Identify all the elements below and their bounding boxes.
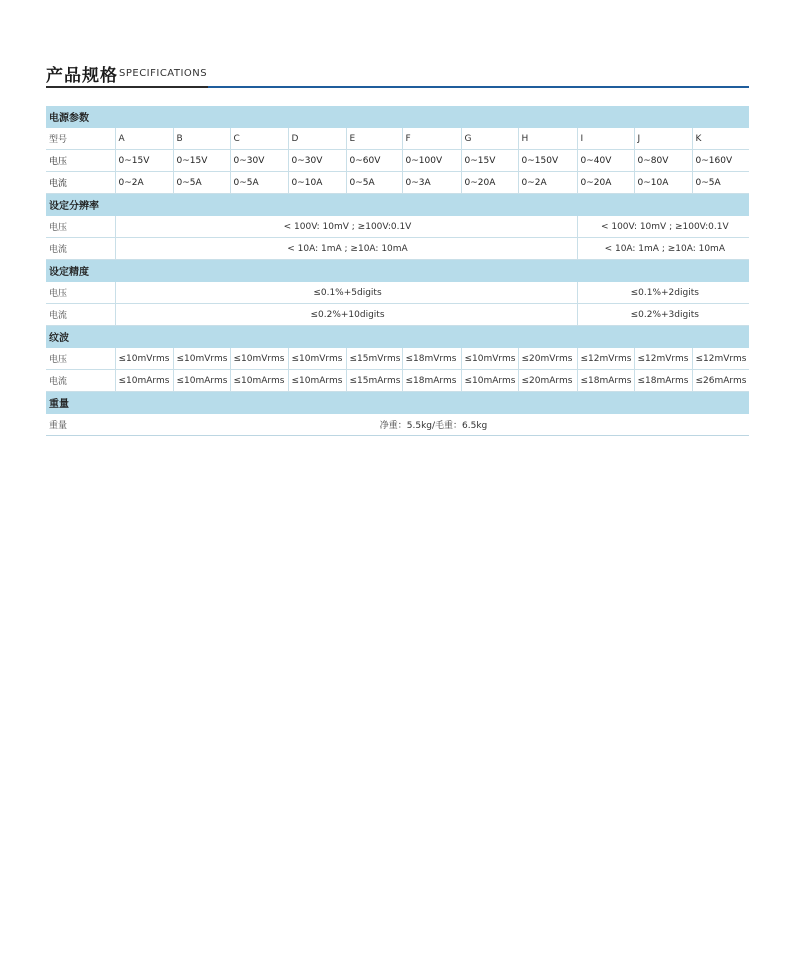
current-cell: 0~5A: [173, 172, 230, 194]
merged-cell: < 10A: 1mA ; ≥10A: 10mA: [577, 238, 749, 260]
ripple-cell: ≤18mVrms: [402, 348, 461, 370]
row-label: 电流: [46, 304, 115, 326]
model-cell: D: [288, 128, 346, 150]
merged-cell: ≤0.1%+2digits: [577, 282, 749, 304]
table-row-ripple-current: [46, 370, 749, 392]
model-cell: H: [518, 128, 577, 150]
row-label: 电流: [46, 172, 115, 194]
section-title: 设定精度: [46, 260, 749, 282]
page-title: 产品规格: [46, 66, 118, 86]
section-title: 电源参数: [46, 106, 749, 128]
ripple-cell: ≤10mArms: [173, 370, 230, 392]
model-cell: K: [692, 128, 749, 150]
ripple-cell: ≤10mVrms: [288, 348, 346, 370]
merged-cell: < 100V: 10mV ; ≥100V:0.1V: [577, 216, 749, 238]
row-label: 电流: [46, 370, 115, 392]
table-row-accuracy-voltage: [46, 282, 749, 304]
merged-cell: < 10A: 1mA ; ≥10A: 10mA: [115, 238, 577, 260]
model-cell: I: [577, 128, 634, 150]
current-cell: 0~3A: [402, 172, 461, 194]
section-weight: [46, 392, 749, 414]
title-underline: [46, 86, 208, 88]
model-cell: E: [346, 128, 402, 150]
table-row-weight: [46, 414, 749, 436]
row-label: 电压: [46, 348, 115, 370]
row-label: 重量: [46, 414, 115, 436]
spec-table: [46, 106, 749, 436]
model-cell: B: [173, 128, 230, 150]
row-label: 型号: [46, 128, 115, 150]
ripple-cell: ≤18mArms: [577, 370, 634, 392]
table-row-model: [46, 128, 749, 150]
current-cell: 0~2A: [115, 172, 173, 194]
model-cell: F: [402, 128, 461, 150]
ripple-cell: ≤10mArms: [230, 370, 288, 392]
current-cell: 0~10A: [634, 172, 692, 194]
ripple-cell: ≤18mArms: [402, 370, 461, 392]
voltage-cell: 0~30V: [230, 150, 288, 172]
model-cell: A: [115, 128, 173, 150]
merged-cell: ≤0.2%+3digits: [577, 304, 749, 326]
voltage-cell: 0~15V: [461, 150, 518, 172]
row-label: 电压: [46, 216, 115, 238]
voltage-cell: 0~80V: [634, 150, 692, 172]
section-ripple: [46, 326, 749, 348]
merged-cell: ≤0.1%+5digits: [115, 282, 577, 304]
ripple-cell: ≤15mArms: [346, 370, 402, 392]
table-row-current: [46, 172, 749, 194]
ripple-cell: ≤10mArms: [288, 370, 346, 392]
ripple-cell: ≤18mArms: [634, 370, 692, 392]
model-cell: C: [230, 128, 288, 150]
ripple-cell: ≤10mVrms: [230, 348, 288, 370]
merged-cell: ≤0.2%+10digits: [115, 304, 577, 326]
row-label: 电流: [46, 238, 115, 260]
table-row-resolution-voltage: [46, 216, 749, 238]
table-row-ripple-voltage: [46, 348, 749, 370]
current-cell: 0~5A: [230, 172, 288, 194]
ripple-cell: ≤10mVrms: [173, 348, 230, 370]
ripple-cell: ≤12mVrms: [634, 348, 692, 370]
section-power: [46, 106, 749, 128]
current-cell: 0~5A: [346, 172, 402, 194]
row-label: 电压: [46, 150, 115, 172]
voltage-cell: 0~150V: [518, 150, 577, 172]
voltage-cell: 0~15V: [115, 150, 173, 172]
ripple-cell: ≤20mArms: [518, 370, 577, 392]
voltage-cell: 0~15V: [173, 150, 230, 172]
ripple-cell: ≤12mVrms: [692, 348, 749, 370]
ripple-cell: ≤15mVrms: [346, 348, 402, 370]
voltage-cell: 0~160V: [692, 150, 749, 172]
ripple-cell: ≤20mVrms: [518, 348, 577, 370]
ripple-cell: ≤26mArms: [692, 370, 749, 392]
merged-cell: < 100V: 10mV ; ≥100V:0.1V: [115, 216, 577, 238]
voltage-cell: 0~100V: [402, 150, 461, 172]
ripple-cell: ≤10mVrms: [115, 348, 173, 370]
ripple-cell: ≤10mVrms: [461, 348, 518, 370]
table-row-resolution-current: [46, 238, 749, 260]
page-subtitle: SPECIFICATIONS: [119, 68, 208, 79]
current-cell: 0~10A: [288, 172, 346, 194]
page-title-block: [46, 60, 749, 88]
section-title: 设定分辨率: [46, 194, 749, 216]
section-accuracy: [46, 260, 749, 282]
table-row-accuracy-current: [46, 304, 749, 326]
ripple-cell: ≤10mArms: [115, 370, 173, 392]
model-cell: J: [634, 128, 692, 150]
voltage-cell: 0~60V: [346, 150, 402, 172]
section-title: 重量: [46, 392, 749, 414]
ripple-cell: ≤10mArms: [461, 370, 518, 392]
current-cell: 0~20A: [577, 172, 634, 194]
model-cell: G: [461, 128, 518, 150]
current-cell: 0~5A: [692, 172, 749, 194]
ripple-cell: ≤12mVrms: [577, 348, 634, 370]
table-row-voltage: [46, 150, 749, 172]
current-cell: 0~2A: [518, 172, 577, 194]
voltage-cell: 0~30V: [288, 150, 346, 172]
current-cell: 0~20A: [461, 172, 518, 194]
row-label: 电压: [46, 282, 115, 304]
weight-value: 净重：5.5kg/毛重：6.5kg: [115, 414, 749, 436]
section-title: 纹波: [46, 326, 749, 348]
voltage-cell: 0~40V: [577, 150, 634, 172]
section-resolution: [46, 194, 749, 216]
